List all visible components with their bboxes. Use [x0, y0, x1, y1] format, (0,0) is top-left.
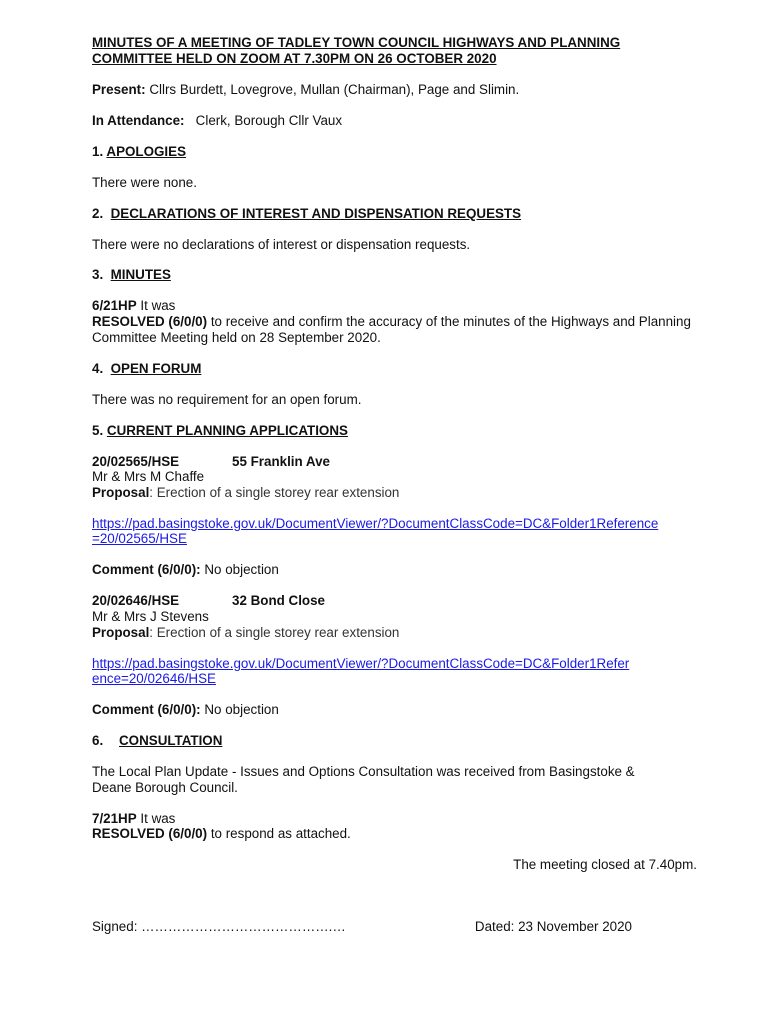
- application-1-link[interactable]: [92, 516, 707, 547]
- application-2-comment: [92, 702, 707, 718]
- signature-row: [92, 919, 632, 935]
- application-1: [92, 454, 707, 501]
- minute-6-21hp: [92, 298, 707, 345]
- minute-7-21hp: [92, 811, 707, 842]
- application-1-ref: 20/02565/HSE: [92, 453, 180, 469]
- minutes-document: [92, 35, 707, 934]
- application-2-ref: 20/02646/HSE: [92, 593, 180, 609]
- section-2-text: There were no declarations of interest or dispensation requests.: [92, 236, 471, 252]
- section-6-title: CONSULTATION: [119, 733, 223, 749]
- section-5-number: 5.: [92, 422, 104, 438]
- minute-7-ref: 7/21HP: [92, 810, 137, 826]
- minute-7-resolved-label: RESOLVED (6/0/0): [92, 826, 208, 842]
- application-2-comment-text: No objection: [204, 702, 279, 718]
- minute-itwas: It was: [140, 298, 176, 314]
- application-2: [92, 593, 707, 640]
- section-2-title: DECLARATIONS OF INTEREST AND DISPENSATION REQUESTS: [110, 205, 522, 221]
- application-2-address: 32 Bond Close: [232, 593, 326, 609]
- section-3-title: MINUTES: [110, 267, 171, 283]
- application-1-comment-text: No objection: [204, 562, 279, 578]
- application-1-comment-label: Comment (6/0/0):: [92, 562, 201, 578]
- application-1-link-line-2[interactable]: =20/02565/HSE: [92, 531, 187, 547]
- section-1-title: APOLOGIES: [106, 143, 187, 159]
- section-1-heading: [92, 144, 707, 160]
- section-5-heading: [92, 423, 707, 439]
- section-3-number: 3.: [92, 267, 104, 283]
- application-2-link[interactable]: [92, 656, 707, 687]
- minute-ref: 6/21HP: [92, 298, 137, 314]
- attendance-text: Clerk, Borough Cllr Vaux: [195, 112, 343, 128]
- section-2-heading: [92, 206, 707, 222]
- attendance-label: In Attendance:: [92, 112, 185, 128]
- title-line-2: COMMITTEE HELD ON ZOOM AT 7.30PM ON 26 OCTOBER 2020: [92, 50, 497, 66]
- application-2-proposal-label: Proposal: [92, 624, 150, 640]
- application-1-comment: [92, 562, 707, 578]
- application-1-address: 55 Franklin Ave: [232, 453, 330, 469]
- section-4-number: 4.: [92, 360, 104, 376]
- application-1-proposal-label: Proposal: [92, 484, 150, 500]
- section-2-number: 2.: [92, 205, 104, 221]
- present-text: Cllrs Burdett, Lovegrove, Mullan (Chairman), Page and Slimin.: [149, 81, 520, 97]
- application-2-applicant: Mr & Mrs J Stevens: [92, 608, 209, 624]
- resolved-label: RESOLVED (6/0/0): [92, 314, 208, 330]
- resolved-text: to receive and confirm the accuracy of the minutes of the Highways and Planning Committee Meeting held on 28 September 2020.: [92, 314, 691, 345]
- application-2-proposal-text: : Erection of a single storey rear extension: [149, 624, 400, 640]
- section-6-heading: [92, 733, 707, 749]
- section-3-heading: [92, 267, 707, 283]
- section-4-heading: [92, 361, 707, 377]
- application-1-proposal-text: : Erection of a single storey rear extension: [149, 484, 400, 500]
- section-1-text: There were none.: [92, 174, 197, 190]
- minute-7-resolved-text: to respond as attached.: [210, 826, 351, 842]
- attendance-line: [92, 113, 707, 129]
- present-line: [92, 82, 707, 98]
- application-1-link-line-1[interactable]: https://pad.basingstoke.gov.uk/DocumentViewer/?DocumentClassCode=DC&Folder1Reference: [92, 515, 659, 531]
- application-1-applicant: Mr & Mrs M Chaffe: [92, 469, 205, 485]
- title-line-1: MINUTES OF A MEETING OF TADLEY TOWN COUNCIL HIGHWAYS AND PLANNING: [92, 35, 621, 50]
- application-2-comment-label: Comment (6/0/0):: [92, 702, 201, 718]
- section-1-number: 1.: [92, 143, 104, 159]
- dated-line: Dated: 23 November 2020: [474, 918, 632, 934]
- section-4-text: There was no requirement for an open forum.: [92, 391, 362, 407]
- section-4-title: OPEN FORUM: [110, 360, 202, 376]
- signed-line: Signed: …………………………………….…: [92, 918, 346, 934]
- minute-7-itwas: It was: [140, 810, 176, 826]
- section-5-title: CURRENT PLANNING APPLICATIONS: [106, 422, 348, 438]
- application-2-link-line-1[interactable]: https://pad.basingstoke.gov.uk/DocumentViewer/?DocumentClassCode=DC&Folder1Refer: [92, 655, 630, 671]
- meeting-closed: The meeting closed at 7.40pm.: [513, 857, 697, 873]
- section-6-number: 6.: [92, 733, 104, 749]
- present-label: Present:: [92, 81, 146, 97]
- section-6-text: The Local Plan Update - Issues and Options Consultation was received from Basingstoke & Deane Borough Council.: [92, 764, 635, 795]
- application-2-link-line-2[interactable]: ence=20/02646/HSE: [92, 671, 216, 687]
- document-title: [92, 35, 707, 66]
